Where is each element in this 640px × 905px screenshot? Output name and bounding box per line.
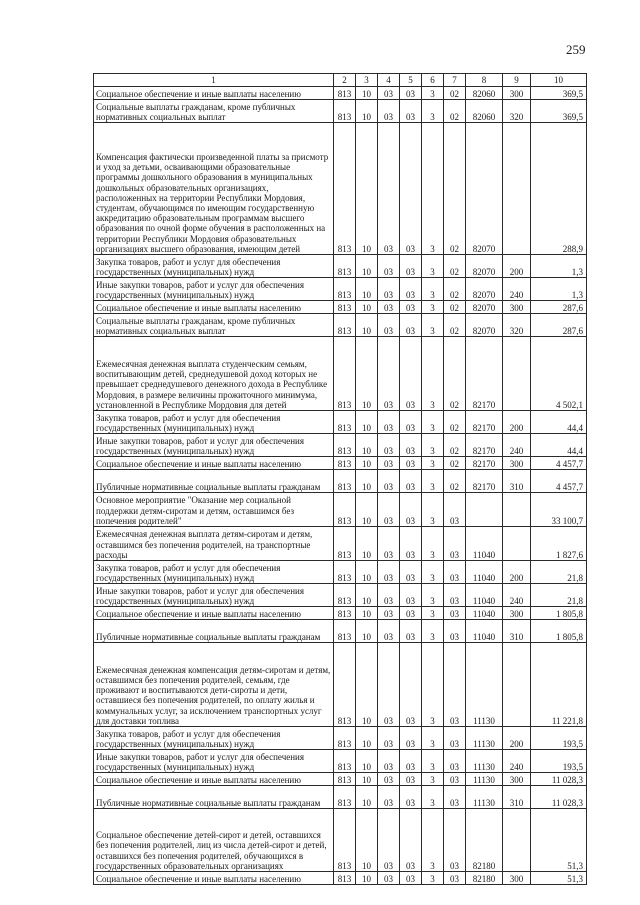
event-code: 03 [444,727,466,750]
subsection-code: 03 [378,314,400,337]
direction-code: 11130 [466,773,503,786]
amount: 1,3 [531,255,587,278]
amount: 288,9 [531,123,587,255]
direction-code: 82070 [466,278,503,301]
direction-code: 82060 [466,87,503,100]
event-code: 02 [444,123,466,255]
ministry-code: 813 [334,470,356,493]
amount: 1 805,8 [531,620,587,643]
event-code: 03 [444,584,466,607]
direction-code: 82070 [466,123,503,255]
subsection-code: 03 [378,561,400,584]
event-code: 02 [444,470,466,493]
row-name: Ежемесячная денежная выплата детям-сиротам и детям, оставшимся без попечения родителей, на транспортные расходы [94,527,334,561]
row-name: Закупка товаров, работ и услуг для обеспечения государственных (муниципальных) нужд [94,255,334,278]
subsection-code: 03 [378,607,400,620]
subprogram-code: 3 [422,727,444,750]
expense-type-code: 200 [503,727,531,750]
amount: 44,4 [531,411,587,434]
event-code: 03 [444,872,466,885]
table-row [94,561,587,584]
section-code: 10 [356,470,378,493]
table-row [94,620,587,643]
row-name: Закупка товаров, работ и услуг для обеспечения государственных (муниципальных) нужд [94,561,334,584]
expense-type-code: 320 [503,314,531,337]
event-code: 02 [444,434,466,457]
row-name: Публичные нормативные социальные выплаты гражданам [94,786,334,809]
direction-code: 11130 [466,643,503,727]
program-code: 03 [400,457,422,470]
subprogram-code: 3 [422,773,444,786]
expense-type-code: 240 [503,584,531,607]
ministry-code: 813 [334,100,356,123]
subsection-code: 03 [378,100,400,123]
subprogram-code: 3 [422,434,444,457]
row-name: Закупка товаров, работ и услуг для обеспечения государственных (муниципальных) нужд [94,727,334,750]
section-code: 10 [356,337,378,411]
subsection-code: 03 [378,620,400,643]
expense-type-code: 310 [503,620,531,643]
amount: 33 100,7 [531,493,587,527]
subsection-code: 03 [378,872,400,885]
column-header: 9 [503,74,531,87]
ministry-code: 813 [334,457,356,470]
expense-type-code: 240 [503,434,531,457]
direction-code: 82170 [466,470,503,493]
direction-code: 11130 [466,786,503,809]
column-header: 10 [531,74,587,87]
subprogram-code: 3 [422,123,444,255]
direction-code: 82180 [466,872,503,885]
amount: 369,5 [531,87,587,100]
page-number: 259 [566,42,586,57]
ministry-code: 813 [334,314,356,337]
event-code: 03 [444,809,466,872]
amount: 369,5 [531,100,587,123]
section-code: 10 [356,314,378,337]
subprogram-code: 3 [422,527,444,561]
table-row [94,872,587,885]
program-code: 03 [400,773,422,786]
table-row [94,278,587,301]
program-code: 03 [400,643,422,727]
row-name: Компенсация фактически произведенной платы за присмотр и уход за детьми, осваивающими образовательные программы дошкольного образования в муниципальных дошкольных образовательных организациях, расположенных на территории Республики Мордовия, студентам, обучающимся по имеющим государственную аккредитацию образовательным программам высшего образования по очной форме обучения в расположенных на территории Республики Мордовия образовательных организациях высшего образования, имеющим детей [94,123,334,255]
expense-type-code: 310 [503,470,531,493]
row-name: Социальное обеспечение и иные выплаты населению [94,607,334,620]
expense-type-code [503,123,531,255]
direction-code: 11040 [466,620,503,643]
expense-type-code: 240 [503,278,531,301]
program-code: 03 [400,493,422,527]
direction-code: 11040 [466,584,503,607]
ministry-code: 813 [334,337,356,411]
row-name: Ежемесячная денежная компенсация детям-сиротам и детям, оставшимся без попечения родителей, семьям, где проживают и воспитываются дети-сироты и дети, оставшиеся без попечения родителей, по оплату жилья и коммунальных услуг, за исключением транспортных услуг для доставки топлива [94,643,334,727]
table-row [94,727,587,750]
subprogram-code: 3 [422,809,444,872]
ministry-code: 813 [334,301,356,314]
ministry-code: 813 [334,123,356,255]
amount: 11 028,3 [531,773,587,786]
amount: 1,3 [531,278,587,301]
table-header-row [94,74,587,87]
subsection-code: 03 [378,337,400,411]
ministry-code: 813 [334,411,356,434]
subsection-code: 03 [378,809,400,872]
section-code: 10 [356,87,378,100]
column-header: 2 [334,74,356,87]
direction-code: 82070 [466,301,503,314]
table-row [94,809,587,872]
direction-code: 11040 [466,607,503,620]
table-row [94,643,587,727]
section-code: 10 [356,301,378,314]
program-code: 03 [400,434,422,457]
column-header: 7 [444,74,466,87]
row-name: Социальное обеспечение и иные выплаты населению [94,773,334,786]
amount: 21,8 [531,584,587,607]
ministry-code: 813 [334,872,356,885]
row-name: Иные закупки товаров, работ и услуг для обеспечения государственных (муниципальных) нужд [94,278,334,301]
amount: 193,5 [531,750,587,773]
expense-type-code: 300 [503,773,531,786]
ministry-code: 813 [334,527,356,561]
subsection-code: 03 [378,411,400,434]
direction-code: 82180 [466,809,503,872]
subprogram-code: 3 [422,255,444,278]
event-code: 02 [444,100,466,123]
row-name: Иные закупки товаров, работ и услуг для обеспечения государственных (муниципальных) нужд [94,750,334,773]
subsection-code: 03 [378,434,400,457]
direction-code: 11040 [466,561,503,584]
ministry-code: 813 [334,278,356,301]
section-code: 10 [356,100,378,123]
subsection-code: 03 [378,278,400,301]
subsection-code: 03 [378,457,400,470]
section-code: 10 [356,255,378,278]
row-name: Иные закупки товаров, работ и услуг для обеспечения государственных (муниципальных) нужд [94,584,334,607]
expense-type-code [503,337,531,411]
program-code: 03 [400,584,422,607]
event-code: 02 [444,278,466,301]
expense-type-code: 200 [503,561,531,584]
table-row [94,255,587,278]
direction-code: 82070 [466,255,503,278]
subprogram-code: 3 [422,493,444,527]
expense-type-code: 310 [503,786,531,809]
table-row [94,100,587,123]
ministry-code: 813 [334,809,356,872]
table-row [94,750,587,773]
ministry-code: 813 [334,620,356,643]
direction-code: 82170 [466,457,503,470]
program-code: 03 [400,255,422,278]
expense-type-code [503,809,531,872]
amount: 4 457,7 [531,470,587,493]
program-code: 03 [400,809,422,872]
event-code: 02 [444,337,466,411]
event-code: 02 [444,87,466,100]
amount: 1 805,8 [531,607,587,620]
program-code: 03 [400,607,422,620]
subprogram-code: 3 [422,278,444,301]
expense-type-code: 300 [503,607,531,620]
event-code: 03 [444,493,466,527]
table-row [94,584,587,607]
section-code: 10 [356,584,378,607]
table-row [94,87,587,100]
table-row [94,301,587,314]
row-name: Публичные нормативные социальные выплаты гражданам [94,620,334,643]
subsection-code: 03 [378,87,400,100]
row-name: Основное мероприятие "Оказание мер социальной поддержки детям-сиротам и детям, оставшимся без попечения родителей" [94,493,334,527]
ministry-code: 813 [334,561,356,584]
subsection-code: 03 [378,123,400,255]
subprogram-code: 3 [422,620,444,643]
program-code: 03 [400,314,422,337]
expense-type-code: 200 [503,255,531,278]
ministry-code: 813 [334,493,356,527]
row-name: Социальное обеспечение и иные выплаты населению [94,87,334,100]
amount: 51,3 [531,809,587,872]
column-header: 5 [400,74,422,87]
subsection-code: 03 [378,493,400,527]
subprogram-code: 3 [422,750,444,773]
subprogram-code: 3 [422,457,444,470]
column-header: 4 [378,74,400,87]
section-code: 10 [356,607,378,620]
amount: 21,8 [531,561,587,584]
direction-code: 82060 [466,100,503,123]
row-name: Публичные нормативные социальные выплаты гражданам [94,470,334,493]
program-code: 03 [400,470,422,493]
direction-code: 11040 [466,527,503,561]
event-code: 02 [444,411,466,434]
event-code: 03 [444,773,466,786]
direction-code: 11130 [466,727,503,750]
table-row [94,337,587,411]
amount: 287,6 [531,314,587,337]
section-code: 10 [356,620,378,643]
subsection-code: 03 [378,773,400,786]
ministry-code: 813 [334,607,356,620]
expense-type-code: 300 [503,301,531,314]
subsection-code: 03 [378,643,400,727]
event-code: 02 [444,255,466,278]
amount: 11 028,3 [531,786,587,809]
table-row [94,434,587,457]
direction-code: 82170 [466,434,503,457]
table-row [94,607,587,620]
subsection-code: 03 [378,301,400,314]
section-code: 10 [356,773,378,786]
ministry-code: 813 [334,584,356,607]
section-code: 10 [356,411,378,434]
program-code: 03 [400,527,422,561]
table-row [94,786,587,809]
subsection-code: 03 [378,255,400,278]
row-name: Иные закупки товаров, работ и услуг для обеспечения государственных (муниципальных) нужд [94,434,334,457]
section-code: 10 [356,123,378,255]
direction-code: 11130 [466,750,503,773]
table-row [94,470,587,493]
event-code: 03 [444,561,466,584]
section-code: 10 [356,750,378,773]
section-code: 10 [356,786,378,809]
program-code: 03 [400,786,422,809]
row-name: Социальное обеспечение и иные выплаты населению [94,301,334,314]
amount: 4 457,7 [531,457,587,470]
program-code: 03 [400,411,422,434]
ministry-code: 813 [334,434,356,457]
program-code: 03 [400,100,422,123]
amount: 4 502,1 [531,337,587,411]
section-code: 10 [356,872,378,885]
subprogram-code: 3 [422,337,444,411]
ministry-code: 813 [334,255,356,278]
subprogram-code: 3 [422,314,444,337]
row-name: Ежемесячная денежная выплата студенческим семьям, воспитывающим детей, среднедушевой доход которых не превышает среднедушевого денежного дохода в Республике Мордовия, в размере величины прожиточного минимума, установленной в Республике Мордовия для детей [94,337,334,411]
section-code: 10 [356,809,378,872]
budget-table [93,73,587,885]
expense-type-code: 320 [503,100,531,123]
column-header: 1 [94,74,334,87]
expense-type-code: 240 [503,750,531,773]
expense-type-code [503,527,531,561]
table-row [94,493,587,527]
program-code: 03 [400,301,422,314]
amount: 193,5 [531,727,587,750]
amount: 51,3 [531,872,587,885]
event-code: 03 [444,643,466,727]
direction-code: 82170 [466,411,503,434]
row-name: Социальное обеспечение и иные выплаты населению [94,457,334,470]
expense-type-code: 300 [503,457,531,470]
event-code: 03 [444,750,466,773]
subprogram-code: 3 [422,470,444,493]
direction-code: 82170 [466,337,503,411]
table-row [94,123,587,255]
ministry-code: 813 [334,643,356,727]
subprogram-code: 3 [422,301,444,314]
subprogram-code: 3 [422,872,444,885]
event-code: 03 [444,607,466,620]
program-code: 03 [400,750,422,773]
subprogram-code: 3 [422,87,444,100]
event-code: 03 [444,786,466,809]
amount: 44,4 [531,434,587,457]
subprogram-code: 3 [422,643,444,727]
program-code: 03 [400,620,422,643]
subprogram-code: 3 [422,584,444,607]
direction-code [466,493,503,527]
row-name: Закупка товаров, работ и услуг для обеспечения государственных (муниципальных) нужд [94,411,334,434]
subsection-code: 03 [378,786,400,809]
direction-code: 82070 [466,314,503,337]
event-code: 02 [444,314,466,337]
table-row [94,773,587,786]
subsection-code: 03 [378,750,400,773]
subprogram-code: 3 [422,561,444,584]
table-row [94,457,587,470]
table-body [94,87,587,885]
program-code: 03 [400,337,422,411]
table-row [94,314,587,337]
subprogram-code: 3 [422,411,444,434]
program-code: 03 [400,872,422,885]
subprogram-code: 3 [422,607,444,620]
expense-type-code [503,643,531,727]
ministry-code: 813 [334,773,356,786]
section-code: 10 [356,278,378,301]
section-code: 10 [356,434,378,457]
column-header: 6 [422,74,444,87]
event-code: 03 [444,620,466,643]
section-code: 10 [356,493,378,527]
subprogram-code: 3 [422,786,444,809]
program-code: 03 [400,87,422,100]
event-code: 02 [444,457,466,470]
section-code: 10 [356,643,378,727]
column-header: 8 [466,74,503,87]
table-row [94,527,587,561]
expense-type-code: 300 [503,872,531,885]
expense-type-code [503,493,531,527]
amount: 1 827,6 [531,527,587,561]
expense-type-code: 300 [503,87,531,100]
ministry-code: 813 [334,750,356,773]
section-code: 10 [356,457,378,470]
subsection-code: 03 [378,527,400,561]
section-code: 10 [356,527,378,561]
ministry-code: 813 [334,727,356,750]
row-name: Социальное обеспечение детей-сирот и детей, оставшихся без попечения родителей, лиц из числа детей-сирот и детей, оставшихся без попечения родителей, обучающихся в государственных образовательных организациях [94,809,334,872]
ministry-code: 813 [334,786,356,809]
program-code: 03 [400,278,422,301]
subprogram-code: 3 [422,100,444,123]
event-code: 03 [444,527,466,561]
amount: 11 221,8 [531,643,587,727]
column-header: 3 [356,74,378,87]
event-code: 02 [444,301,466,314]
ministry-code: 813 [334,87,356,100]
section-code: 10 [356,727,378,750]
row-name: Социальные выплаты гражданам, кроме публичных нормативных социальных выплат [94,314,334,337]
section-code: 10 [356,561,378,584]
program-code: 03 [400,561,422,584]
expense-type-code: 200 [503,411,531,434]
subsection-code: 03 [378,584,400,607]
row-name: Социальные выплаты гражданам, кроме публичных нормативных социальных выплат [94,100,334,123]
table-row [94,411,587,434]
amount: 287,6 [531,301,587,314]
subsection-code: 03 [378,727,400,750]
program-code: 03 [400,727,422,750]
row-name: Социальное обеспечение и иные выплаты населению [94,872,334,885]
program-code: 03 [400,123,422,255]
subsection-code: 03 [378,470,400,493]
